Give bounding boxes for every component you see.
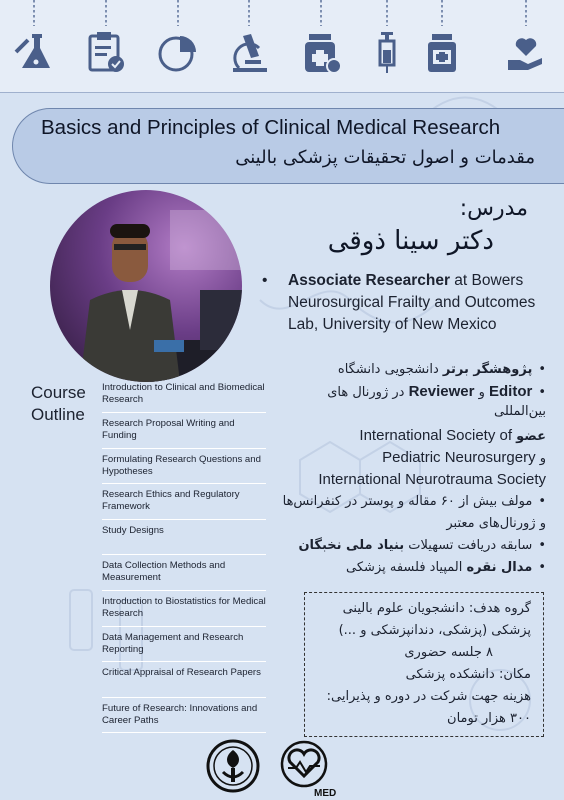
- microscope-icon: [229, 30, 269, 74]
- heart-hand-icon: [506, 30, 546, 74]
- credential-item: •مدال نقره المپیاد فلسفه پزشکی: [346, 560, 546, 575]
- outline-item: Formulating Research Questions and Hypotheses: [102, 454, 261, 477]
- medicine-bottle-icon: [422, 30, 462, 74]
- bullet: •: [262, 272, 268, 289]
- credential-item: عضو International Society of: [359, 427, 546, 444]
- credential-item: International Neurotrauma Society: [318, 471, 546, 488]
- session-count: ۸ جلسه حضوری: [404, 645, 493, 660]
- credential-item: •سابقه دریافت تسهیلات بنیاد ملی نخبگان: [298, 538, 546, 553]
- divider: [102, 412, 266, 413]
- divider: [102, 448, 266, 449]
- divider: [102, 626, 266, 627]
- outline-item: Research Ethics and Regulatory Framework: [102, 489, 240, 512]
- divider: [102, 554, 266, 555]
- credential-item: بین‌المللی: [494, 404, 546, 419]
- credential-item: •مولف بیش از ۶۰ مقاله و پوستر در کنفرانس‌ها: [282, 494, 546, 509]
- med-association-logo: [276, 738, 338, 798]
- outline-item: Data Management and Research Reporting: [102, 632, 244, 655]
- credential-item: •Editor و Reviewer در ژورنال های: [327, 383, 546, 400]
- flask-icon: [14, 30, 54, 74]
- divider: [102, 661, 266, 662]
- title-banner: [12, 108, 564, 184]
- course-title-persian: مقدمات و اصول تحقیقات پزشکی بالینی: [235, 147, 535, 168]
- bio-affiliation: at Bowers Neurosurgical Frailty and Outcomes Lab, University of New Mexico: [288, 272, 536, 333]
- clipboard-check-icon: [86, 30, 126, 74]
- bio-text: [288, 270, 556, 336]
- course-info-box: [304, 592, 544, 737]
- target-group: گروه هدف: دانشجویان علوم بالینی: [342, 601, 531, 616]
- top-icon-bar: [0, 0, 564, 92]
- divider: [102, 483, 266, 484]
- outline-item: Research Proposal Writing and Funding: [102, 418, 235, 441]
- lecturer-label: مدرس:: [459, 196, 528, 221]
- divider: [102, 697, 266, 698]
- fee-label: هزینه جهت شرکت در دوره و پذیرایی:: [326, 689, 531, 704]
- fee-amount: ۳۰۰ هزار تومان: [447, 711, 531, 726]
- outline-title-line: Course: [31, 383, 86, 402]
- lecturer-photo: [50, 190, 242, 382]
- lecturer-name: دکتر سینا ذوقی: [327, 226, 494, 256]
- outline-item: Study Designs: [102, 525, 164, 536]
- outline-title-line: Outline: [31, 405, 85, 424]
- outline-item: Critical Appraisal of Research Papers: [102, 667, 261, 678]
- outline-item: Data Collection Methods and Measurement: [102, 560, 226, 583]
- course-title-english: Basics and Principles of Clinical Medical Research: [41, 116, 501, 139]
- target-group-detail: پزشکی (پزشکی، دندانپزشکی و ...): [338, 623, 531, 638]
- logo-caption: MED: [314, 788, 337, 798]
- credential-item: و Pediatric Neurosurgery: [382, 449, 546, 466]
- bio-role: Associate Researcher: [288, 272, 450, 289]
- pie-chart-icon: [158, 30, 198, 74]
- divider: [102, 519, 266, 520]
- university-logo: [205, 738, 261, 794]
- outline-item: Introduction to Biostatistics for Medical Research: [102, 596, 266, 619]
- location: مکان: دانشکده پزشکی: [405, 667, 531, 682]
- divider: [0, 92, 564, 93]
- credential-item: •پژوهشگر برتر دانشجویی دانشگاه: [337, 362, 546, 377]
- divider: [102, 732, 266, 733]
- pill-bottle-icon: [301, 30, 341, 74]
- course-outline-title: [31, 382, 86, 426]
- outline-item: Future of Research: Innovations and Career Paths: [102, 703, 258, 726]
- divider: [102, 590, 266, 591]
- outline-item: Introduction to Clinical and Biomedical Research: [102, 382, 265, 405]
- syringe-icon: [367, 30, 407, 74]
- credential-item: و ژورنال‌های معتبر: [446, 516, 546, 531]
